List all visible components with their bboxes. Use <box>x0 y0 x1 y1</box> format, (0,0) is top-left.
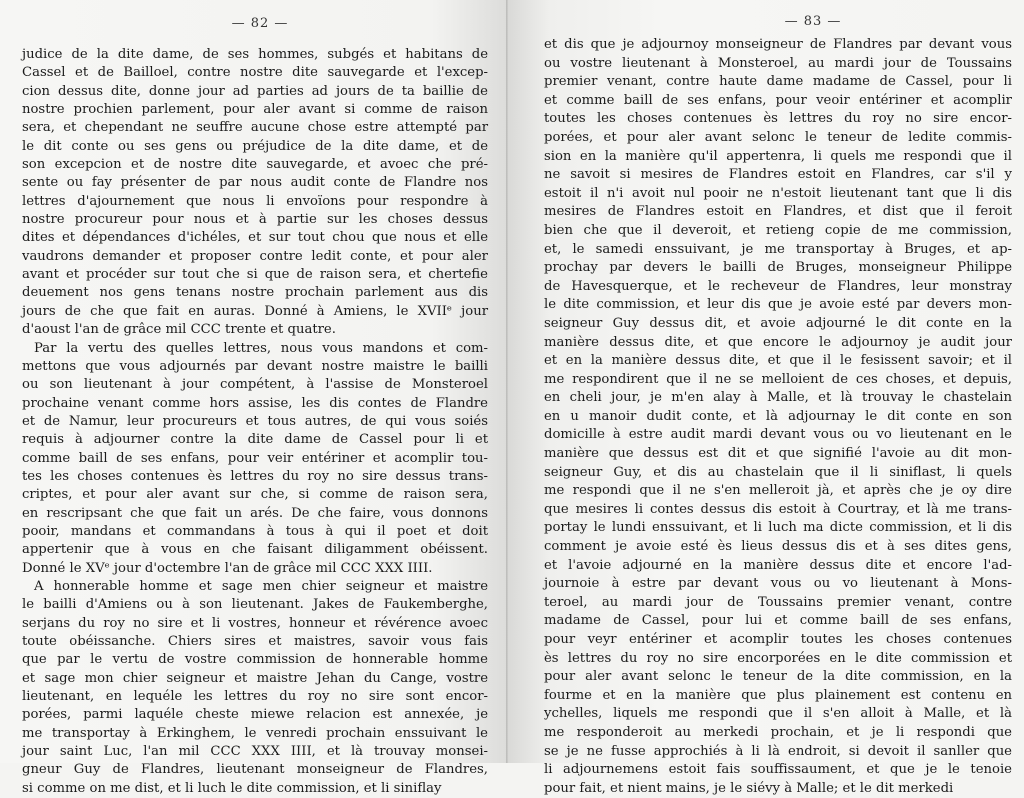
text-line: ne savoit si mesires de Flandres estoit en Flandres, car s'il y <box>544 167 1012 183</box>
text-line: manière que dessus est dit et que signifié l'avoie au dit mon- <box>544 446 1012 462</box>
text-line: Par la vertu des quelles lettres, nous vous mandons et com- <box>34 340 488 356</box>
text-line: en u manoir dudit conte, et là adjournay le dit conte en son <box>544 408 1012 424</box>
text-line: prochay par devers le bailli de Bruges, monseigneur Philippe <box>544 260 1012 276</box>
text-line: Donné le XVᵉ jour d'octembre l'an de grâce mil CCC XXX IIII. <box>22 560 433 576</box>
text-line: le bailli d'Amiens ou à son lieutenant. Jakes de Faukemberghe, <box>22 597 488 613</box>
text-line: me respondirent que il ne se melloient de ces choses, et depuis, <box>544 371 1012 387</box>
text-line: sera, et chependant ne seuffre aucune chose estre attempté par <box>22 120 488 136</box>
text-line: pour veyr entériner et acomplir toutes les choses contenues <box>544 632 1012 647</box>
text-line: toutes les choses contenues ès lettres du roy no sire encor- <box>544 111 1012 127</box>
text-line: madame de Cassel, pour lui et comme baill de ses enfans, <box>544 613 1012 629</box>
text-line: le dit conte ou ses gens ou préjudice de la dite dame, et de <box>22 138 488 154</box>
text-line: et l'avoie adjourné en la manière dessus dite et encore l'ad- <box>544 557 1012 573</box>
text-line: porées, parmi laquéle cheste miewe relacion est annexée, je <box>22 707 488 723</box>
text-line: et en la manière dessus dite, et que il le fesissent savoir; et il <box>544 353 1012 369</box>
text-line: gneur Guy de Flandres, lieutenant monseigneur de Flandres, <box>22 762 488 778</box>
left-page <box>0 0 508 796</box>
text-line: et dis que je adjournoy monseigneur de Flandres par devant vous <box>544 37 1012 52</box>
text-line: se je ne fusse approchiés à li là endroit, si devoit il sanller que <box>544 743 1012 759</box>
text-line: portay le lundi enssuivant, et li luch ma dicte commission, et li dis <box>544 520 1012 536</box>
text-line: teroel, au mardi jour de Toussains premier venant, contre <box>544 594 1012 610</box>
text-line: toute obéissanche. Chiers sires et maistres, savoir vous fais <box>22 634 488 649</box>
text-line: A honnerable homme et sage men chier seigneur et maistre <box>34 578 488 594</box>
text-line: son excepcion et de nostre dite sauvegarde, et avoec che pré- <box>22 157 488 173</box>
page-number-83: — 83 — <box>784 14 842 29</box>
text-line: et comme baill de ses enfans, pour veoir entériner et acomplir <box>544 92 1012 108</box>
text-line: et sage mon chier seigneur et maistre Jehan du Cange, vostre <box>22 670 488 686</box>
text-line: me respondi que il ne s'en melleroit jà, et après che je oy dire <box>544 483 1012 499</box>
text-line: sente ou fay présenter de par nous audit conte de Flandre nos <box>22 175 488 191</box>
right-page <box>508 0 1024 796</box>
text-line: deuement nos gens tenans nostre prochain parlement aus dis <box>22 285 488 301</box>
text-line: que mesires li contes dessus dis estoit à Courtray, et là me trans- <box>544 501 1012 517</box>
right-page-text <box>544 36 1012 798</box>
text-line: me responderoit au merkedi prochain, et je li respondi que <box>544 724 1012 740</box>
text-line: ou vostre lieutenant à Monsteroel, au mardi jour de Toussains <box>544 55 1012 71</box>
text-line: jour saint Luc, l'an mil CCC XXX IIII, et là trouvay monsei- <box>22 744 488 760</box>
text-line: seigneur Guy, et dis au chastelain que il li siniflast, li quels <box>544 464 1012 480</box>
page-number-82: — 82 — <box>231 16 289 31</box>
text-line: le dite commission, et leur dis que je avoie esté par devers mon- <box>544 297 1012 313</box>
text-line: mesires de Flandres estoit en Flandres, et dist que il feroit <box>544 204 1012 220</box>
text-line: dites et dépendances d'ichéles, et sur tout chou que nous et elle <box>22 230 488 246</box>
text-line: li adjournemens estoit fais souffissaument, et que je le tenoie <box>544 762 1012 778</box>
text-line: porées, et pour aler avant selonc le teneur de ledite commis- <box>544 129 1012 145</box>
text-line: premier venant, contre haute dame madame de Cassel, pour li <box>544 74 1012 90</box>
text-line: sion en la manière qu'il appertenra, li quels me respondi que il <box>544 148 1012 164</box>
text-line: et de Namur, leur procureurs et tous autres, de qui vous soiés <box>22 413 488 429</box>
text-line: judice de la dite dame, de ses hommes, subgés et habitans de <box>22 47 488 62</box>
text-line: domicille à estre audit mardi devant vous ou vo lieutenant en le <box>544 427 1012 443</box>
text-line: si comme on me dist, et li luch le dite commission, et li siniflay <box>22 780 442 796</box>
text-line: mettons que vous adjournés par devant nostre maistre le bailli <box>22 358 488 374</box>
text-line: appertenir que à vous en che faisant diligamment obéissent. <box>22 542 488 558</box>
left-page-text <box>22 46 488 798</box>
text-line: d'aoust l'an de grâce mil CCC trente et quatre. <box>22 322 336 338</box>
text-line: pooir, mandans et commandans à tous à qui il poet et doit <box>22 523 488 539</box>
text-line: me transportay à Erkinghem, le venredi prochain enssuivant le <box>22 725 488 741</box>
text-line: et, le samedi enssuivant, je me transportay à Bruges, et ap- <box>544 241 1012 257</box>
text-line: pour aler avant selonc le teneur de la dite commission, en la <box>544 669 1012 685</box>
text-line: comme baill de ses enfans, pour veir entériner et acomplir tou- <box>22 450 488 466</box>
text-line: jours de che que fait en auras. Donné à Amiens, le XVIIᵉ jour <box>22 303 488 319</box>
text-line: nostre prochien parlement, pour aler avant si comme de raison <box>22 102 488 118</box>
text-line: cion dessus dite, donne jour ad parties ad jours de ta baillie de <box>22 83 488 99</box>
text-line: avant et procéder sur tout che si que de raison sera, et chertefie <box>22 267 488 283</box>
text-line: prochaine venant comme hors assise, les dis contes de Flandre <box>22 395 488 411</box>
text-line: Cassel et de Bailloel, contre nostre dite sauvegarde et l'excep- <box>22 65 488 81</box>
text-line: pour fait, et nient mains, je le siévy à Malle; et le dit merkedi <box>544 780 954 796</box>
text-line: vaudrons demander et proposer contre ledit conte, et pour aler <box>22 248 488 264</box>
text-line: serjans du roy no sire et li vostres, honneur et révérence avoec <box>22 615 488 631</box>
text-line: requis à adjourner contre la dite dame de Cassel pour li et <box>22 432 488 448</box>
text-line: lieutenant, en lequéle les lettres du roy no sire sont encor- <box>22 689 488 705</box>
text-line: nostre procureur pour nous et à partie sur les choses dessus <box>22 212 488 228</box>
text-line: fourme et en la manière que plus plainement est contenu en <box>544 687 1012 703</box>
text-line: de Havesquerque, et le recheveur de Flandres, leur monstray <box>544 278 1012 294</box>
text-line: ou son lieutenant à jour compétent, à l'assise de Monsteroel <box>22 377 488 393</box>
text-line: seigneur Guy dessus dit, et avoie adjourné le dit conte en la <box>544 315 1012 331</box>
text-line: lettres d'ajournement que nous li envoïons pour respondre à <box>22 193 488 209</box>
text-line: en cheli jour, je m'en alay à Malle, et là trouvay le chastelain <box>544 390 1012 406</box>
text-line: que par le vertu de vostre commission de honnerable homme <box>22 652 488 668</box>
text-line: ès lettres du roy no sire encorporées en le dite commission et <box>544 650 1012 666</box>
text-line: tes les choses contenues ès lettres du roy no sire dessus trans- <box>22 468 488 484</box>
text-line: estoit il n'i avoit nul pooir ne n'estoit lieutenant tant que li dis <box>544 185 1012 201</box>
text-line: ychelles, liquels me respondi que il s'en alloit à Malle, et là <box>544 706 1012 722</box>
text-line: manière dessus dite, et que encore le adjournoy je audit jour <box>544 334 1012 350</box>
text-line: bien che que il deveroit, et retieng copie de me commission, <box>544 222 1012 238</box>
text-line: comment je avoie esté ès lieus dessus dis et à ses dites gens, <box>544 539 1012 555</box>
text-line: en rescripsant che que fait un arés. De che faire, vous donnons <box>22 505 488 521</box>
text-line: criptes, et pour aler avant sur che, si comme de raison sera, <box>22 487 488 503</box>
text-line: journoie à estre par devant vous ou vo lieutenant à Mons- <box>544 576 1012 592</box>
